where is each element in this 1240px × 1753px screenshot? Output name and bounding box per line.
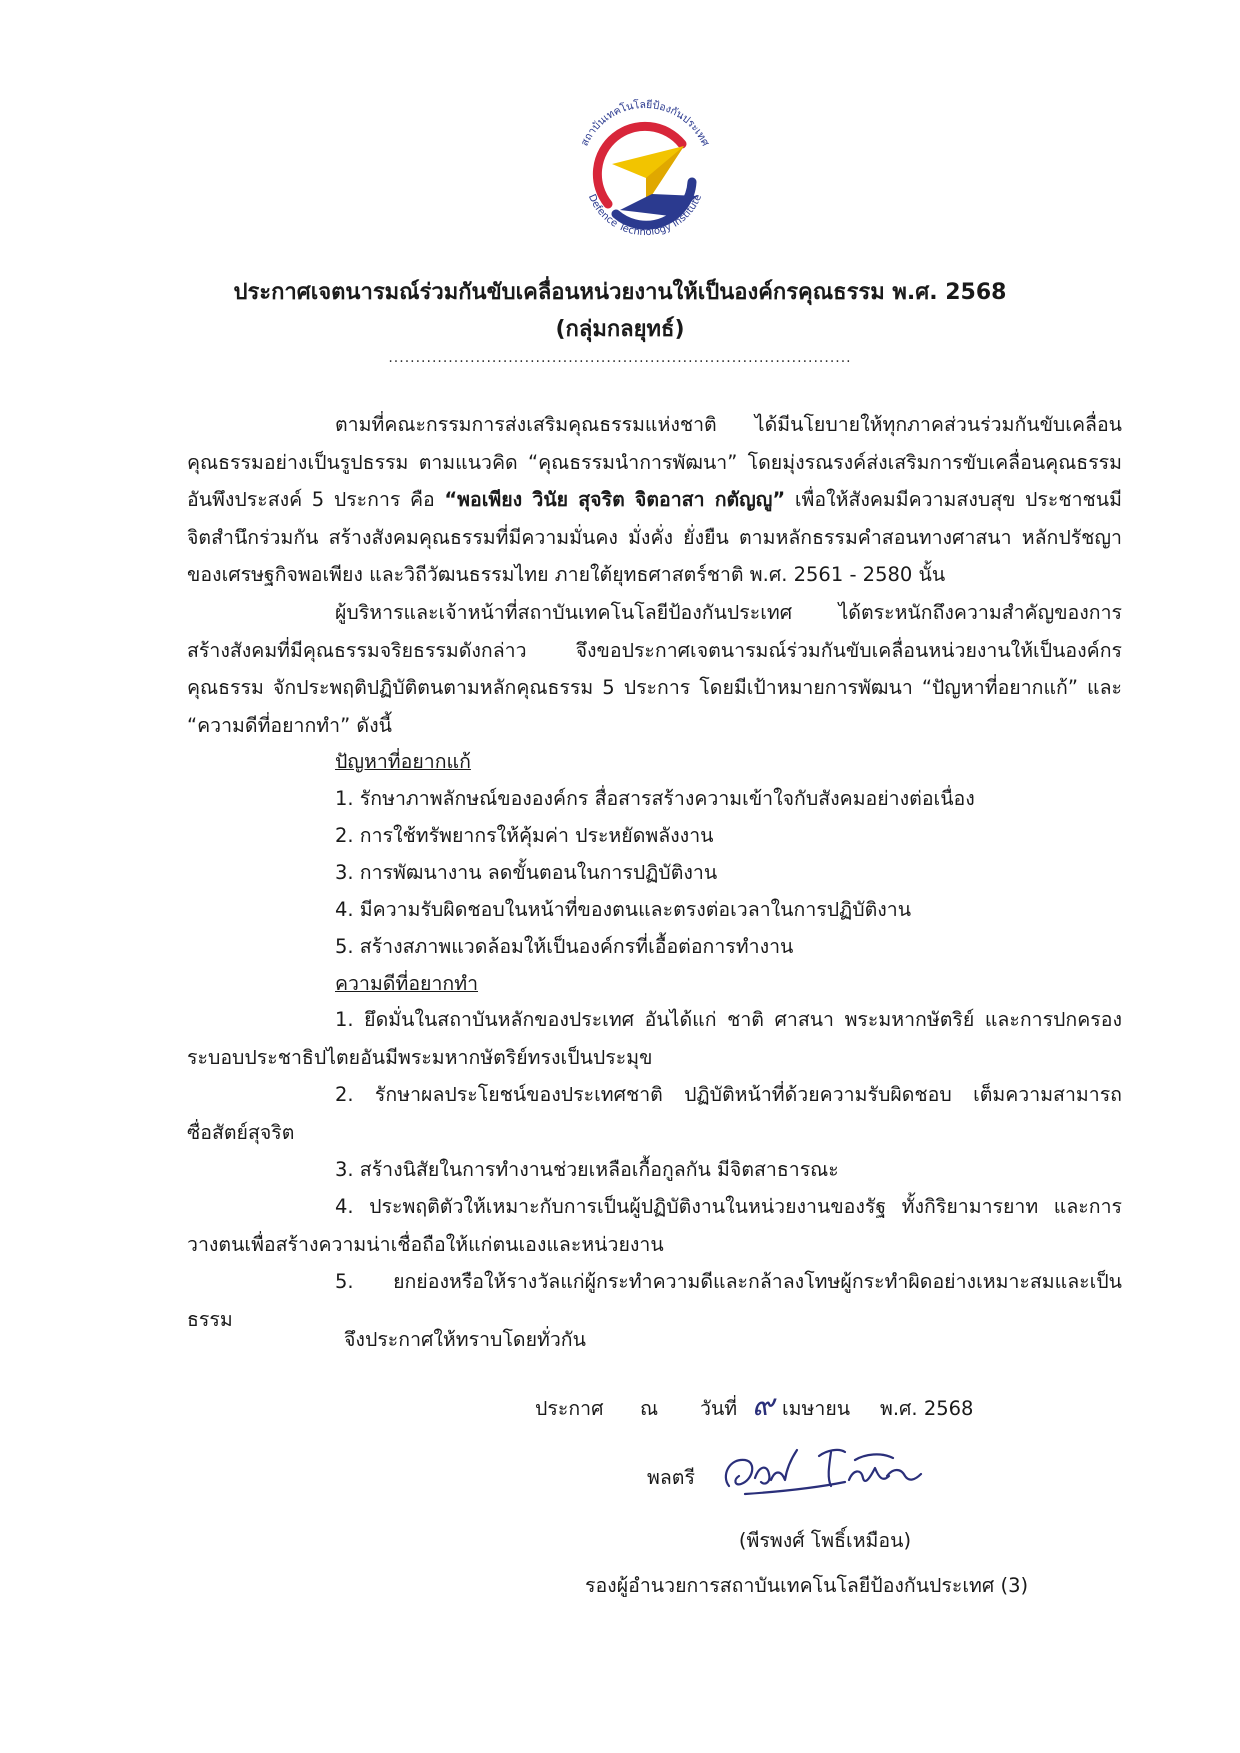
document-subtitle: (กลุ่มกลยุทธ์) xyxy=(555,317,685,342)
date-month: เมษายน xyxy=(782,1397,851,1420)
five-virtues-text: “พอเพียง วินัย สุจริต จิตอาสา กตัญญู” xyxy=(444,488,786,511)
problem-item: 2. การใช้ทรัพยากรให้คุ้มค่า ประหยัดพลังงาน xyxy=(335,824,714,847)
handwritten-day: ๙ xyxy=(752,1388,774,1423)
problem-item: 1. รักษาภาพลักษณ์ขององค์กร สื่อสารสร้างความเข้าใจกับสังคมอย่างต่อเนื่อง xyxy=(335,787,975,810)
closing-statement: จึงประกาศให้ทราบโดยทั่วกัน xyxy=(344,1328,586,1351)
date-year: พ.ศ. 2568 xyxy=(880,1397,974,1420)
document-title: ประกาศเจตนารมณ์ร่วมกันขับเคลื่อนหน่วยงานให้เป็นองค์กรคุณธรรม พ.ศ. 2568 xyxy=(233,280,1007,305)
signer-name: (พีรพงศ์ โพธิ์เหมือน) xyxy=(738,1529,912,1552)
date-day-label: วันที่ xyxy=(700,1397,738,1420)
good-item: 2. รักษาผลประโยชน์ของประเทศชาติ ปฏิบัติหน้าที่ด้วยความรับผิดชอบ เต็มความสามารถ ซื่อสัตย์สุจริต xyxy=(187,1083,1122,1144)
date-announced-label: ประกาศ xyxy=(535,1397,604,1420)
logo-thai-text: สถาบันเทคโนโลยีป้องกันประเทศ xyxy=(578,98,712,149)
good-item: 1. ยึดมั่นในสถาบันหลักของประเทศ อันได้แก่ ชาติ ศาสนา พระมหากษัตริย์ และการปกครองระบอบประชาธิปไตยอันมีพระมหากษัตริย์ทรงเป็นประมุข xyxy=(187,1008,1122,1069)
problems-heading: ปัญหาที่อยากแก้ xyxy=(335,750,471,773)
date-at-label: ณ xyxy=(640,1397,659,1420)
good-item: 3. สร้างนิสัยในการทำงานช่วยเหลือเกื้อกูลกัน มีจิตสาธารณะ xyxy=(335,1158,839,1181)
logo-english-text: Defence Technology Institute xyxy=(585,192,705,239)
intro-paragraph xyxy=(187,406,1122,594)
declaration-paragraph: ผู้บริหารและเจ้าหน้าที่สถาบันเทคโนโลยีป้องกันประเทศ ได้ตระหนักถึงความสำคัญของการสร้างสังคมที่มีคุณธรรมจริยธรรมดังกล่าว จึงขอประกาศเจตนารมณ์ร่วมกันขับเคลื่อนหน่วยงานให้เป็นองค์กรคุณธรรม จักประพฤติปฏิบัติตนตามหลักคุณธรรม 5 ประการ โดยมีเป้าหมายการพัฒนา “ปัญหาที่อยากแก้” และ “ความดีที่อยากทำ” ดังนี้ xyxy=(187,601,1122,737)
good-item: 5. ยกย่องหรือให้รางวัลแก่ผู้กระทำความดีและกล้าลงโทษผู้กระทำผิดอย่างเหมาะสมและเป็นธรรม xyxy=(187,1270,1122,1331)
goods-heading: ความดีที่อยากทำ xyxy=(335,972,479,995)
problem-item: 4. มีความรับผิดชอบในหน้าที่ของตนและตรงต่อเวลาในการปฏิบัติงาน xyxy=(335,898,912,921)
problem-item: 3. การพัฒนางาน ลดขั้นตอนในการปฏิบัติงาน xyxy=(335,861,718,884)
handwritten-signature xyxy=(715,1436,935,1506)
signer-position: รองผู้อำนวยการสถาบันเทคโนโลยีป้องกันประเทศ (3) xyxy=(585,1574,1029,1597)
signer-name-block xyxy=(0,1525,1240,1556)
problem-item: 5. สร้างสภาพแวดล้อมให้เป็นองค์กรที่เอื้อต่อการทำงาน xyxy=(335,935,794,958)
intro-paragraph-part-b: เพื่อให้สังคมมีความสงบสุข ประชาชนมีจิตสำนึกร่วมกัน สร้างสังคมคุณธรรมที่มีความมั่นคง มั่งคั่ง ยั่งยืน ตามหลักธรรมคำสอนทางศาสนา หลักปรัชญาของเศรษฐกิจพอเพียง และวิถีวัฒนธรรมไทย ภายใต้ยุทธศาสตร์ชาติ พ.ศ. 2561 - 2580 นั้น xyxy=(187,488,1122,586)
title-separator-dots: ..................................................................................... xyxy=(388,350,852,366)
defence-technology-institute-logo xyxy=(560,86,730,256)
signer-rank: พลตรี xyxy=(647,1466,695,1489)
intro-paragraph-part-a: ตามที่คณะกรรมการส่งเสริมคุณธรรมแห่งชาติ ได้มีนโยบายให้ทุกภาคส่วนร่วมกันขับเคลื่อนคุณธรรมอย่างเป็นรูปธรรม ตามแนวคิด “คุณธรรมนำการพัฒนา” โดยมุ่งรณรงค์ส่งเสริมการขับเคลื่อนคุณธรรมอันพึงประสงค์ 5 ประการ คือ xyxy=(187,413,1122,511)
good-item: 4. ประพฤติตัวให้เหมาะกับการเป็นผู้ปฏิบัติงานในหน่วยงานของรัฐ ทั้งกิริยามารยาท และการวางตนเพื่อสร้างความน่าเชื่อถือให้แก่ตนเองและหน่วยงาน xyxy=(187,1195,1122,1256)
